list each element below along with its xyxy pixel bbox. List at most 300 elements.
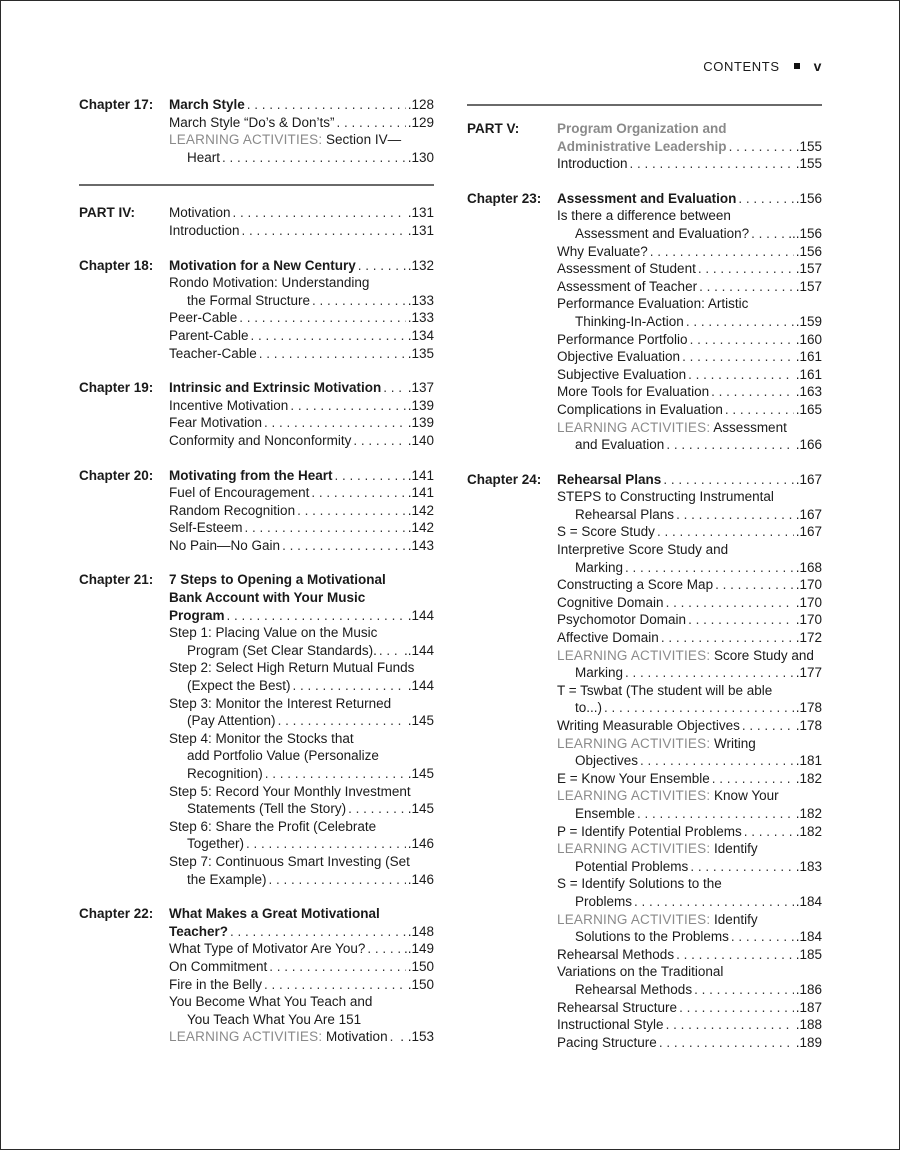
page-number: .146 <box>407 871 434 887</box>
entry-line <box>557 243 822 261</box>
entry-line-content: T = Tswbat (The student will be able <box>557 682 773 698</box>
toc-entry[interactable] <box>169 940 434 958</box>
chapter-title-entry[interactable] <box>169 379 434 397</box>
toc-entry[interactable] <box>557 1016 822 1034</box>
entry-text <box>169 624 434 659</box>
entry-line <box>557 963 822 981</box>
entry-line-text <box>557 260 696 278</box>
page-number: .155 <box>795 138 822 154</box>
toc-entry[interactable] <box>557 770 822 788</box>
toc-entry[interactable] <box>169 502 434 520</box>
entry-text <box>169 222 434 240</box>
toc-entry[interactable] <box>169 976 434 994</box>
chapter-title-entry[interactable] <box>557 471 822 489</box>
entry-line-text <box>557 788 779 803</box>
toc-entry[interactable] <box>169 695 434 730</box>
toc-entry[interactable] <box>557 735 822 770</box>
page-number: .139 <box>407 415 434 431</box>
page-number: .188 <box>795 1017 822 1033</box>
entry-line <box>169 345 434 363</box>
page-number: .150 <box>407 958 434 974</box>
toc-entry[interactable] <box>557 383 822 401</box>
toc-entry[interactable] <box>169 309 434 327</box>
entry-line-text <box>169 976 262 994</box>
chapter-title-entry[interactable] <box>557 120 822 155</box>
toc-entry[interactable] <box>557 207 822 242</box>
leader-dots <box>337 114 406 132</box>
leader-dots <box>227 607 406 625</box>
entry-line <box>557 541 822 559</box>
entry-line-text <box>557 964 723 979</box>
page-number: .131 <box>407 205 434 221</box>
entry-line-content: the Formal Structure <box>187 292 311 308</box>
entry-line-text <box>169 572 386 587</box>
toc-entry[interactable] <box>557 823 822 841</box>
page-number: .140 <box>407 432 434 448</box>
entry-line <box>169 747 434 765</box>
toc-entry[interactable] <box>169 783 434 818</box>
page-number: .135 <box>407 345 434 361</box>
page-number: .129 <box>407 114 434 130</box>
entry-line <box>169 659 434 677</box>
toc-entry[interactable] <box>557 576 822 594</box>
entry-text <box>557 963 822 998</box>
entry-line <box>557 260 822 278</box>
entry-line-content: Conformity and Nonconformity <box>169 432 352 448</box>
contents-column-right <box>467 96 822 1068</box>
entry-line <box>169 292 434 310</box>
toc-entry[interactable] <box>169 624 434 659</box>
entry-line-text <box>557 594 664 612</box>
entry-line <box>557 559 822 577</box>
toc-entry[interactable] <box>169 818 434 853</box>
entry-line-content: Assessment and Evaluation? <box>575 225 750 241</box>
leader-dots <box>637 805 794 823</box>
entry-text <box>557 875 822 910</box>
entry-line-content: What Makes a Great Motivational <box>169 906 380 922</box>
page-number: .181 <box>795 753 822 769</box>
entry-text <box>169 414 434 432</box>
entry-line-content: and Evaluation <box>575 437 665 453</box>
entry-line-content: Complications in Evaluation <box>557 401 723 417</box>
entry-text <box>557 488 822 523</box>
toc-entry[interactable] <box>169 131 434 166</box>
entry-line <box>169 607 434 625</box>
entry-line-text <box>557 611 686 629</box>
leader-dots <box>690 858 793 876</box>
entry-line-text <box>557 523 655 541</box>
leader-dots <box>245 519 406 537</box>
entry-text <box>557 207 822 242</box>
entry-line-content: Teacher? <box>169 923 229 939</box>
toc-entry[interactable] <box>557 999 822 1017</box>
toc-entry[interactable] <box>557 401 822 419</box>
entry-line-content: Identify <box>710 841 758 857</box>
toc-entry[interactable] <box>557 946 822 964</box>
chapter-title-entry[interactable] <box>169 571 434 624</box>
leader-dots <box>666 594 794 612</box>
page-number: .156 <box>795 243 822 259</box>
learning-activities-label: LEARNING ACTIVITIES: <box>557 788 711 804</box>
leader-dots <box>688 366 794 384</box>
toc-entry[interactable] <box>557 488 822 523</box>
entry-text <box>557 348 822 366</box>
toc-entry[interactable] <box>557 682 822 717</box>
running-head-title: CONTENTS <box>703 58 780 74</box>
entry-line <box>169 537 434 555</box>
page-number: .155 <box>795 156 822 172</box>
entry-text <box>557 383 822 401</box>
entry-line <box>557 875 822 893</box>
leader-dots <box>666 1016 794 1034</box>
toc-entry[interactable] <box>557 787 822 822</box>
entry-line-text <box>169 502 295 520</box>
entry-line-text <box>169 906 380 921</box>
entry-line-content: Objective Evaluation <box>557 349 681 365</box>
chapter-title-entry[interactable] <box>169 257 434 275</box>
entry-line <box>557 576 822 594</box>
page-number: .159 <box>795 313 822 329</box>
entry-text <box>169 274 434 309</box>
entry-line-text <box>557 366 686 384</box>
toc-entry[interactable] <box>169 414 434 432</box>
entry-line-content: Incentive Motivation <box>169 397 289 413</box>
section-label: Chapter 21: <box>79 572 154 588</box>
leader-dots <box>694 981 794 999</box>
entry-line <box>169 923 434 941</box>
leader-dots <box>688 611 794 629</box>
entry-line-content: Objectives <box>575 753 639 769</box>
entry-line <box>169 993 434 1011</box>
entry-line <box>169 1011 434 1029</box>
entry-line-content: Rondo Motivation: Understanding <box>169 275 370 291</box>
entry-text <box>557 999 822 1017</box>
toc-entry[interactable] <box>169 327 434 345</box>
entry-line-text <box>169 327 249 345</box>
toc-entry[interactable] <box>557 260 822 278</box>
page-number: .182 <box>795 805 822 821</box>
entry-line-content: Heart <box>187 149 221 165</box>
toc-entry[interactable] <box>557 366 822 384</box>
toc-entry[interactable] <box>557 963 822 998</box>
leader-dots <box>698 260 794 278</box>
toc-section <box>79 379 434 449</box>
entry-line-content: add Portfolio Value (Personalize <box>187 748 379 764</box>
page-number: ...156 <box>788 225 822 241</box>
entry-line-content: Writing <box>710 735 756 751</box>
entry-line <box>169 712 434 730</box>
entry-line-text <box>169 484 309 502</box>
entry-text <box>169 958 434 976</box>
leader-dots <box>269 958 405 976</box>
toc-entry[interactable] <box>169 114 434 132</box>
entry-line-content: Teacher-Cable <box>169 345 257 361</box>
entry-line-text <box>557 121 727 136</box>
entry-line-content: Rehearsal Plans <box>557 471 662 487</box>
entry-line-content: Psychomotor Domain <box>557 612 687 628</box>
entry-line-content: Random Recognition <box>169 502 296 518</box>
section-divider <box>79 184 434 186</box>
entry-line-content: Rehearsal Plans <box>575 506 675 522</box>
entry-line-text <box>557 471 661 489</box>
page-number: .167 <box>795 506 822 522</box>
chapter-title-entry[interactable] <box>169 467 434 485</box>
learning-activities-label: LEARNING ACTIVITIES: <box>557 647 711 663</box>
page-number: .185 <box>795 946 822 962</box>
entry-line-content: Administrative Leadership <box>557 138 727 154</box>
entry-line-text <box>557 770 710 788</box>
entry-line <box>169 96 434 114</box>
entry-line-content: Assessment <box>710 419 787 435</box>
entry-line-text <box>557 190 736 208</box>
toc-section <box>467 190 822 454</box>
entry-text <box>169 397 434 415</box>
entry-line <box>169 695 434 713</box>
entry-line-text <box>575 699 602 717</box>
entry-line-content: You Teach What You Are 151 <box>187 1011 362 1027</box>
page-number: .166 <box>795 437 822 453</box>
toc-entry[interactable] <box>169 1028 434 1046</box>
toc-entry[interactable] <box>557 295 822 330</box>
entry-line <box>557 911 822 929</box>
toc-entry[interactable] <box>169 274 434 309</box>
leader-dots <box>367 940 402 958</box>
entry-line-text <box>575 893 632 911</box>
leader-dots <box>353 432 405 450</box>
entry-line-content: Rehearsal Methods <box>575 981 693 997</box>
entry-text <box>557 366 822 384</box>
toc-entry[interactable] <box>169 537 434 555</box>
entry-line-text <box>557 348 680 366</box>
entry-line-text <box>557 243 648 261</box>
leader-dots <box>264 414 406 432</box>
section-label: Chapter 19: <box>79 380 154 396</box>
leader-dots <box>682 348 794 366</box>
entry-line-content: Variations on the Traditional <box>557 964 724 980</box>
section-label: Chapter 18: <box>79 257 154 273</box>
entry-text <box>169 257 434 275</box>
section-entries <box>169 96 434 166</box>
toc-entry[interactable] <box>557 647 822 682</box>
leader-dots <box>246 835 406 853</box>
entry-line <box>557 401 822 419</box>
toc-entry[interactable] <box>169 993 434 1028</box>
leader-dots <box>259 345 406 363</box>
entry-text <box>557 243 822 261</box>
toc-entry[interactable] <box>169 345 434 363</box>
leader-dots <box>222 149 406 167</box>
toc-entry[interactable] <box>169 730 434 783</box>
entry-line <box>169 131 434 149</box>
page-number: .184 <box>795 893 822 909</box>
toc-entry[interactable] <box>557 840 822 875</box>
entry-line-content: March Style “Do’s & Don’ts” <box>169 114 335 130</box>
toc-entry[interactable] <box>557 541 822 576</box>
entry-line <box>169 257 434 275</box>
entry-line-text <box>557 1016 664 1034</box>
toc-entry[interactable] <box>169 222 434 240</box>
entry-text <box>557 611 822 629</box>
toc-entry[interactable] <box>169 958 434 976</box>
entry-line-content: Assessment of Student <box>557 261 696 277</box>
entry-line-text <box>169 923 228 941</box>
toc-entry[interactable] <box>169 519 434 537</box>
leader-dots <box>348 800 406 818</box>
entry-line <box>169 677 434 695</box>
page-number: .132 <box>407 257 434 273</box>
toc-entry[interactable] <box>557 243 822 261</box>
entry-line-text <box>557 155 628 173</box>
entry-line-text <box>169 696 391 711</box>
chapter-title-entry[interactable] <box>169 905 434 940</box>
entry-line-content: Subjective Evaluation <box>557 366 687 382</box>
entry-text <box>169 484 434 502</box>
page-number: .161 <box>795 349 822 365</box>
entry-text <box>557 823 822 841</box>
toc-entry[interactable] <box>169 484 434 502</box>
entry-line <box>557 523 822 541</box>
page-number: .167 <box>795 471 822 487</box>
section-divider <box>467 104 822 106</box>
leader-dots <box>663 471 793 489</box>
entry-line-content: 7 Steps to Opening a Motivational <box>169 572 386 588</box>
entry-line <box>557 207 822 225</box>
entry-line-text <box>557 717 740 735</box>
toc-entry[interactable] <box>557 717 822 735</box>
leader-dots <box>699 278 794 296</box>
entry-text <box>557 840 822 875</box>
learning-activities-label: LEARNING ACTIVITIES: <box>557 841 711 857</box>
entry-line-text <box>169 432 351 450</box>
entry-line <box>557 981 822 999</box>
chapter-title-entry[interactable] <box>169 96 434 114</box>
toc-entry[interactable] <box>557 419 822 454</box>
page-number: .150 <box>407 976 434 992</box>
entry-line-content: Motivation <box>322 1029 388 1045</box>
entry-line <box>169 414 434 432</box>
leader-dots <box>661 629 794 647</box>
entry-line-content: Step 6: Share the Profit (Celebrate <box>169 818 377 834</box>
entry-text <box>169 659 434 694</box>
leader-dots <box>690 331 794 349</box>
section-entries <box>557 120 822 173</box>
entry-line-content: Introduction <box>169 222 240 238</box>
entry-line <box>557 1016 822 1034</box>
page-number: .148 <box>407 923 434 939</box>
page-number: .170 <box>795 577 822 593</box>
entry-line-text <box>169 590 365 605</box>
entry-line <box>169 397 434 415</box>
entry-line <box>169 800 434 818</box>
entry-line <box>169 222 434 240</box>
leader-dots <box>630 155 794 173</box>
entry-text <box>557 770 822 788</box>
section-label: PART IV: <box>79 205 136 221</box>
toc-entry[interactable] <box>557 348 822 366</box>
page-number: v <box>813 58 822 74</box>
page-number: .157 <box>795 261 822 277</box>
learning-activities-label: LEARNING ACTIVITIES: <box>557 419 711 435</box>
entry-text <box>169 204 434 222</box>
entry-line-text <box>187 871 267 889</box>
leader-dots <box>634 893 794 911</box>
toc-entry[interactable] <box>557 594 822 612</box>
entry-text <box>169 1028 434 1046</box>
page-number: .183 <box>795 858 822 874</box>
entry-line <box>557 331 822 349</box>
leader-dots <box>650 243 794 261</box>
entry-line-text <box>557 576 713 594</box>
leader-dots <box>312 292 406 310</box>
entry-line-content: What Type of Motivator Are You? <box>169 941 366 957</box>
leader-dots <box>625 664 794 682</box>
entry-line <box>557 946 822 964</box>
section-label: Chapter 22: <box>79 906 154 922</box>
entry-line-text <box>575 752 638 770</box>
entry-line-text <box>187 712 276 730</box>
entry-line-content: Thinking-In-Action <box>575 313 684 329</box>
leader-dots <box>239 309 405 327</box>
toc-entry[interactable] <box>169 853 434 888</box>
toc-entry[interactable] <box>557 875 822 910</box>
chapter-title-entry[interactable] <box>557 190 822 208</box>
entry-line <box>169 309 434 327</box>
page-number: .177 <box>795 665 822 681</box>
entry-line <box>169 783 434 801</box>
entry-line <box>169 976 434 994</box>
entry-line-content: Know Your <box>710 788 779 804</box>
entry-line <box>557 278 822 296</box>
entry-text <box>169 131 434 166</box>
page-number: .187 <box>795 999 822 1015</box>
entry-line-content: Why Evaluate? <box>557 243 648 259</box>
entry-line-text <box>557 736 756 751</box>
page-number: .131 <box>407 222 434 238</box>
toc-entry[interactable] <box>557 611 822 629</box>
toc-entry[interactable] <box>557 911 822 946</box>
leader-dots <box>604 699 794 717</box>
leader-dots <box>725 401 794 419</box>
entry-line-text <box>187 292 310 310</box>
leader-dots <box>666 436 793 454</box>
entry-text <box>169 976 434 994</box>
entry-line-text <box>575 805 635 823</box>
toc-entry[interactable] <box>557 629 822 647</box>
entry-line-content: Motivation for a New Century <box>169 257 356 273</box>
toc-entry[interactable] <box>169 204 434 222</box>
toc-entry[interactable] <box>557 331 822 349</box>
entry-line-content: Step 2: Select High Return Mutual Funds <box>169 660 415 676</box>
entry-line <box>169 853 434 871</box>
toc-entry[interactable] <box>557 155 822 173</box>
toc-entry[interactable] <box>557 278 822 296</box>
leader-dots <box>269 871 406 889</box>
entry-line-text <box>169 940 365 958</box>
entry-line <box>557 225 822 243</box>
toc-entry[interactable] <box>169 397 434 415</box>
entry-line <box>557 419 822 437</box>
section-label: Chapter 23: <box>467 190 542 206</box>
leader-dots <box>282 537 406 555</box>
page-number: .186 <box>795 981 822 997</box>
toc-entry[interactable] <box>169 432 434 450</box>
toc-entry[interactable] <box>557 523 822 541</box>
leader-dots <box>247 96 406 114</box>
page-number: .141 <box>407 467 434 483</box>
toc-entry[interactable] <box>557 1034 822 1052</box>
toc-entry[interactable] <box>169 659 434 694</box>
page-number: .130 <box>407 149 434 165</box>
